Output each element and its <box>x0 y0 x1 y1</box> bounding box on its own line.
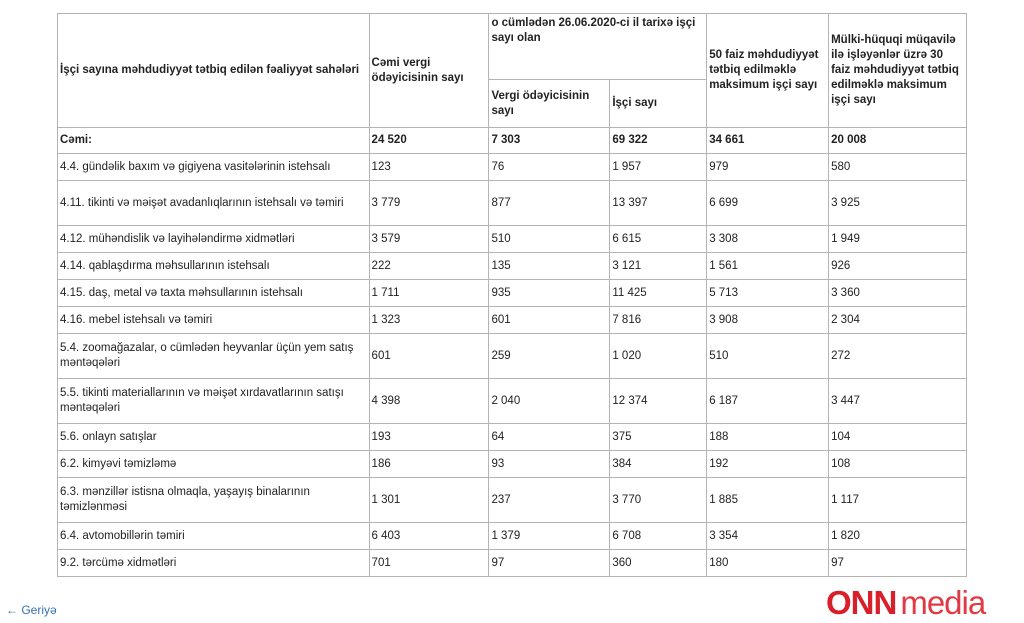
logo-onn: ONN <box>826 584 897 621</box>
value-cell: 580 <box>829 154 967 181</box>
value-cell: 1 949 <box>829 226 967 253</box>
value-cell: 3 908 <box>707 307 829 334</box>
value-cell: 360 <box>610 550 707 577</box>
header-limit-30: Mülki-hüquqi müqavilə ilə işləyənlər üzrə 30 faiz məhdudiyyət tətbiq edilməklə maksimum işçi sayı <box>829 14 967 128</box>
value-cell: 97 <box>829 550 967 577</box>
total-cell: 7 303 <box>489 128 610 154</box>
table-row <box>58 523 967 550</box>
value-cell: 6 403 <box>369 523 489 550</box>
activity-cell: 5.4. zoomağazalar, o cümlədən heyvanlar üçün yem satış məntəqələri <box>58 334 370 379</box>
header-activity: İşçi sayına məhdudiyyət tətbiq edilən fəaliyyət sahələri <box>58 14 370 128</box>
value-cell: 7 816 <box>610 307 707 334</box>
table-row <box>58 424 967 451</box>
table-row <box>58 226 967 253</box>
value-cell: 93 <box>489 451 610 478</box>
table-row <box>58 280 967 307</box>
total-cell: 20 008 <box>829 128 967 154</box>
total-row <box>58 128 967 154</box>
value-cell: 6 615 <box>610 226 707 253</box>
header-total-taxpayers: Cəmi vergi ödəyicisinin sayı <box>369 14 489 128</box>
value-cell: 601 <box>369 334 489 379</box>
activity-cell: 6.3. mənzillər istisna olmaqla, yaşayış binalarının təmizlənməsi <box>58 478 370 523</box>
value-cell: 64 <box>489 424 610 451</box>
value-cell: 510 <box>707 334 829 379</box>
total-label: Cəmi: <box>58 128 370 154</box>
activity-cell: 4.12. mühəndislik və layihələndirmə xidmətləri <box>58 226 370 253</box>
table-row <box>58 154 967 181</box>
value-cell: 1 885 <box>707 478 829 523</box>
value-cell: 926 <box>829 253 967 280</box>
value-cell: 2 304 <box>829 307 967 334</box>
onn-media-logo <box>826 584 985 622</box>
activity-cell: 5.5. tikinti materiallarının və məişət xırdavatlarının satışı məntəqələri <box>58 379 370 424</box>
table-row <box>58 181 967 226</box>
value-cell: 375 <box>610 424 707 451</box>
table-row <box>58 253 967 280</box>
value-cell: 1 117 <box>829 478 967 523</box>
value-cell: 601 <box>489 307 610 334</box>
value-cell: 188 <box>707 424 829 451</box>
table-row <box>58 307 967 334</box>
value-cell: 3 121 <box>610 253 707 280</box>
value-cell: 3 770 <box>610 478 707 523</box>
value-cell: 979 <box>707 154 829 181</box>
table-row <box>58 379 967 424</box>
back-link[interactable]: ← Geriyə <box>6 603 57 617</box>
total-cell: 34 661 <box>707 128 829 154</box>
value-cell: 259 <box>489 334 610 379</box>
value-cell: 701 <box>369 550 489 577</box>
value-cell: 193 <box>369 424 489 451</box>
activity-cell: 4.11. tikinti və məişət avadanlıqlarının istehsalı və təmiri <box>58 181 370 226</box>
activity-cell: 4.4. gündəlik baxım və gigiyena vasitələrinin istehsalı <box>58 154 370 181</box>
value-cell: 4 398 <box>369 379 489 424</box>
value-cell: 5 713 <box>707 280 829 307</box>
value-cell: 6 708 <box>610 523 707 550</box>
logo-media: media <box>900 584 986 621</box>
value-cell: 1 820 <box>829 523 967 550</box>
value-cell: 3 779 <box>369 181 489 226</box>
value-cell: 2 040 <box>489 379 610 424</box>
value-cell: 3 925 <box>829 181 967 226</box>
value-cell: 6 699 <box>707 181 829 226</box>
activity-cell: 5.6. onlayn satışlar <box>58 424 370 451</box>
value-cell: 237 <box>489 478 610 523</box>
activity-cell: 4.16. mebel istehsalı və təmiri <box>58 307 370 334</box>
value-cell: 11 425 <box>610 280 707 307</box>
value-cell: 877 <box>489 181 610 226</box>
activity-cell: 4.14. qablaşdırma məhsullarının istehsalı <box>58 253 370 280</box>
activity-cell: 9.2. tərcümə xidmətləri <box>58 550 370 577</box>
value-cell: 1 957 <box>610 154 707 181</box>
value-cell: 272 <box>829 334 967 379</box>
value-cell: 222 <box>369 253 489 280</box>
value-cell: 180 <box>707 550 829 577</box>
value-cell: 192 <box>707 451 829 478</box>
value-cell: 123 <box>369 154 489 181</box>
table-row <box>58 478 967 523</box>
value-cell: 3 308 <box>707 226 829 253</box>
activity-cell: 4.15. daş, metal və taxta məhsullarının istehsalı <box>58 280 370 307</box>
value-cell: 6 187 <box>707 379 829 424</box>
value-cell: 12 374 <box>610 379 707 424</box>
value-cell: 3 579 <box>369 226 489 253</box>
total-cell: 24 520 <box>369 128 489 154</box>
value-cell: 1 561 <box>707 253 829 280</box>
restriction-table <box>57 13 967 577</box>
header-group-workers: İşçi sayı <box>610 80 707 128</box>
table-row <box>58 550 967 577</box>
value-cell: 1 323 <box>369 307 489 334</box>
value-cell: 510 <box>489 226 610 253</box>
table-row <box>58 451 967 478</box>
header-group: o cümlədən 26.06.2020-ci il tarixə işçi sayı olan <box>489 14 707 80</box>
value-cell: 1 020 <box>610 334 707 379</box>
activity-cell: 6.4. avtomobillərin təmiri <box>58 523 370 550</box>
value-cell: 935 <box>489 280 610 307</box>
total-cell: 69 322 <box>610 128 707 154</box>
value-cell: 3 360 <box>829 280 967 307</box>
value-cell: 186 <box>369 451 489 478</box>
header-group-taxpayers: Vergi ödəyicisinin sayı <box>489 80 610 128</box>
value-cell: 13 397 <box>610 181 707 226</box>
value-cell: 384 <box>610 451 707 478</box>
value-cell: 104 <box>829 424 967 451</box>
value-cell: 1 301 <box>369 478 489 523</box>
value-cell: 108 <box>829 451 967 478</box>
value-cell: 1 379 <box>489 523 610 550</box>
value-cell: 1 711 <box>369 280 489 307</box>
activity-cell: 6.2. kimyəvi təmizləmə <box>58 451 370 478</box>
value-cell: 97 <box>489 550 610 577</box>
value-cell: 3 354 <box>707 523 829 550</box>
table-row <box>58 334 967 379</box>
value-cell: 3 447 <box>829 379 967 424</box>
value-cell: 135 <box>489 253 610 280</box>
table-body <box>58 128 967 577</box>
value-cell: 76 <box>489 154 610 181</box>
header-limit-50: 50 faiz məhdudiyyət tətbiq edilməklə maksimum işçi sayı <box>707 14 829 128</box>
